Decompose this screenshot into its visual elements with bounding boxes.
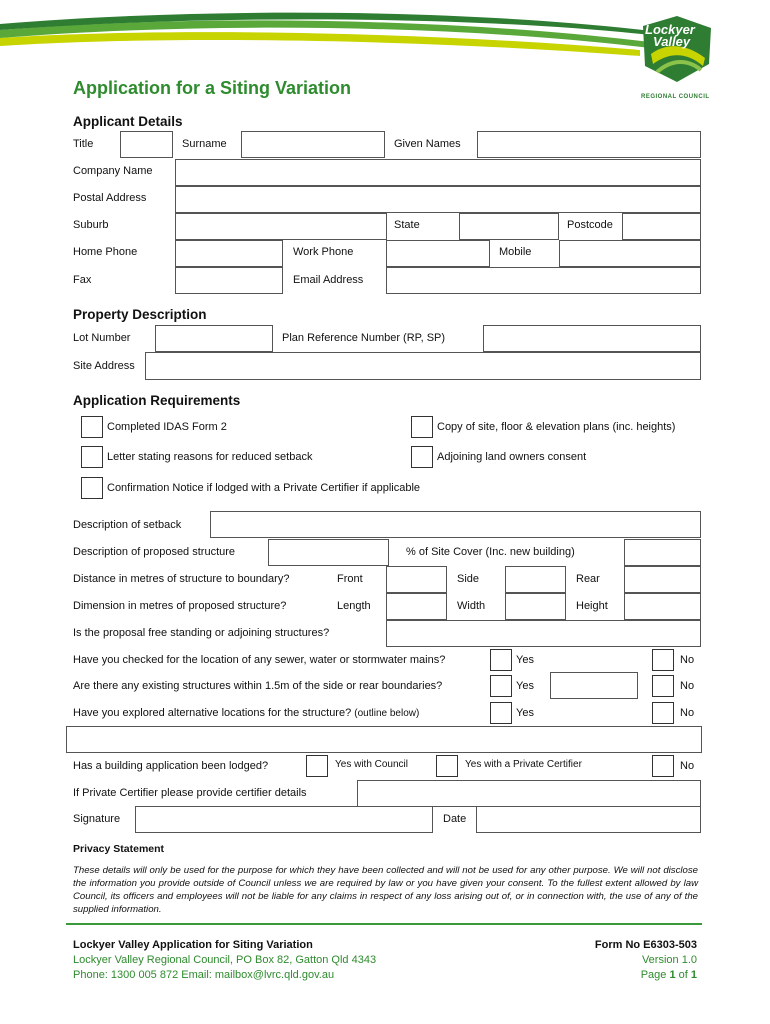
alternative-outline-field[interactable]	[66, 726, 702, 753]
existing-no-label: No	[680, 680, 695, 692]
suburb-label: Suburb	[73, 219, 109, 231]
adjoining-label: Adjoining land owners consent	[437, 451, 587, 463]
given-names-label: Given Names	[394, 138, 461, 150]
privacy-heading: Privacy Statement	[73, 843, 165, 855]
sewer-yes-checkbox[interactable]	[490, 649, 512, 671]
lot-field[interactable]	[155, 325, 273, 352]
width-label: Width	[457, 600, 486, 612]
postcode-field[interactable]	[622, 213, 701, 240]
footer-contact: Phone: 1300 005 872 Email: mailbox@lvrc.qld.gov.au	[73, 969, 335, 981]
page-number: 1	[669, 969, 676, 981]
yes-private-label: Yes with a Private Certifier	[465, 759, 582, 770]
footer-title: Lockyer Valley Application for Siting Variation	[73, 939, 313, 951]
page-indicator	[641, 969, 697, 981]
state-label: State	[394, 219, 420, 231]
lot-label: Lot Number	[73, 332, 131, 344]
alternative-yes-checkbox[interactable]	[490, 702, 512, 724]
existing-detail-field[interactable]	[550, 672, 638, 699]
alternative-note: (outline below)	[354, 708, 420, 719]
fax-field[interactable]	[175, 267, 283, 294]
surname-field[interactable]	[241, 131, 385, 158]
postal-field[interactable]	[175, 186, 701, 213]
existing-question: Are there any existing structures within 1.5m of the side or rear boundaries?	[73, 680, 443, 692]
existing-yes-checkbox[interactable]	[490, 675, 512, 697]
existing-yes-label: Yes	[516, 680, 534, 692]
date-label: Date	[443, 813, 467, 825]
alternative-no-checkbox[interactable]	[652, 702, 674, 724]
mobile-field[interactable]	[559, 240, 701, 267]
front-field[interactable]	[386, 566, 447, 593]
logo-sub: REGIONAL COUNCIL	[641, 94, 710, 100]
company-label: Company Name	[73, 165, 153, 177]
signature-field[interactable]	[135, 806, 433, 833]
alternative-question-text: Have you explored alternative locations for the structure?	[73, 707, 352, 719]
adjoining-checkbox[interactable]	[411, 446, 433, 468]
setback-field[interactable]	[210, 511, 701, 538]
width-field[interactable]	[505, 593, 566, 620]
footer-address: Lockyer Valley Regional Council, PO Box 82, Gatton Qld 4343	[73, 954, 377, 966]
page-title: Application for a Siting Variation	[73, 78, 352, 98]
property-heading: Property Description	[73, 307, 207, 322]
site-cover-label: % of Site Cover (Inc. new building)	[406, 546, 575, 558]
fax-label: Fax	[73, 274, 92, 286]
free-standing-label: Is the proposal free standing or adjoining structures?	[73, 627, 330, 639]
site-address-label: Site Address	[73, 360, 135, 372]
version: Version 1.0	[641, 954, 697, 966]
proposed-field[interactable]	[268, 539, 389, 566]
length-field[interactable]	[386, 593, 447, 620]
suburb-field[interactable]	[175, 213, 387, 240]
yes-private-checkbox[interactable]	[436, 755, 458, 777]
site-cover-field[interactable]	[624, 539, 701, 566]
title-field[interactable]	[120, 131, 173, 158]
sewer-question: Have you checked for the location of any sewer, water or stormwater mains?	[73, 654, 446, 666]
sewer-yes-label: Yes	[516, 654, 534, 666]
side-field[interactable]	[505, 566, 566, 593]
logo-line2: Valley	[653, 34, 691, 49]
alternative-yes-label: Yes	[516, 707, 534, 719]
distance-label: Distance in metres of structure to boundary?	[73, 573, 290, 585]
date-field[interactable]	[476, 806, 701, 833]
email-label: Email Address	[293, 274, 364, 286]
home-phone-label: Home Phone	[73, 246, 138, 258]
page-of: of	[675, 969, 691, 981]
height-label: Height	[576, 600, 608, 612]
work-phone-field[interactable]	[386, 240, 490, 267]
confirmation-label: Confirmation Notice if lodged with a Private Certifier if applicable	[107, 482, 421, 494]
form-number: Form No E6303-503	[594, 939, 697, 951]
title-label: Title	[73, 138, 94, 150]
proposed-label: Description of proposed structure	[73, 546, 236, 558]
privacy-text: These details will only be used for the purpose for which they have been collected and will not be used for any other purpose. We will not disclose the information you provide outside of Council unless we are required by law or you have given your consent. To the fullest extent allowed by law Council, its officers and employees will not be liable for any claims in respect of any loss arising out of, or in connection with, the use of any of the supplied information.	[73, 865, 698, 915]
council-logo	[637, 14, 717, 104]
company-field[interactable]	[175, 159, 701, 186]
dimension-label: Dimension in metres of proposed structure?	[73, 600, 287, 612]
yes-council-label: Yes with Council	[335, 759, 409, 770]
alternative-no-label: No	[680, 707, 695, 719]
mobile-label: Mobile	[499, 246, 532, 258]
certifier-field[interactable]	[357, 780, 701, 807]
logo-line1: Lockyer	[645, 22, 695, 37]
building-app-question: Has a building application been lodged?	[73, 760, 269, 772]
yes-council-checkbox[interactable]	[306, 755, 328, 777]
sewer-no-checkbox[interactable]	[652, 649, 674, 671]
postcode-label: Postcode	[567, 219, 613, 231]
email-field[interactable]	[386, 267, 701, 294]
side-label: Side	[457, 573, 480, 585]
existing-no-checkbox[interactable]	[652, 675, 674, 697]
site-address-field[interactable]	[145, 352, 701, 380]
surname-label: Surname	[182, 138, 227, 150]
page-total: 1	[690, 969, 697, 981]
signature-label: Signature	[73, 813, 121, 825]
idas-label: Completed IDAS Form 2	[107, 421, 227, 433]
height-field[interactable]	[624, 593, 701, 620]
alternative-question	[73, 707, 419, 719]
free-standing-field[interactable]	[386, 620, 701, 647]
state-field[interactable]	[459, 213, 559, 240]
rear-field[interactable]	[624, 566, 701, 593]
home-phone-field[interactable]	[175, 240, 283, 267]
length-label: Length	[337, 600, 371, 612]
plans-checkbox[interactable]	[411, 416, 433, 438]
applicant-heading: Applicant Details	[73, 114, 183, 129]
building-no-checkbox[interactable]	[652, 755, 674, 777]
letter-label: Letter stating reasons for reduced setback	[107, 451, 313, 463]
building-no-label: No	[680, 760, 695, 772]
rear-label: Rear	[576, 573, 600, 585]
setback-label: Description of setback	[73, 519, 182, 531]
given-names-field[interactable]	[477, 131, 701, 158]
plan-field[interactable]	[483, 325, 701, 352]
postal-label: Postal Address	[73, 192, 147, 204]
idas-checkbox[interactable]	[81, 416, 103, 438]
sewer-no-label: No	[680, 654, 695, 666]
certifier-label: If Private Certifier please provide certifier details	[73, 787, 307, 799]
letter-checkbox[interactable]	[81, 446, 103, 468]
front-label: Front	[337, 573, 363, 585]
page-prefix: Page	[640, 969, 670, 981]
work-phone-label: Work Phone	[293, 246, 354, 258]
plans-label: Copy of site, floor & elevation plans (inc. heights)	[437, 421, 676, 433]
confirmation-checkbox[interactable]	[81, 477, 103, 499]
footer-divider	[66, 923, 702, 925]
plan-label: Plan Reference Number (RP, SP)	[282, 332, 446, 344]
requirements-heading: Application Requirements	[73, 393, 241, 408]
